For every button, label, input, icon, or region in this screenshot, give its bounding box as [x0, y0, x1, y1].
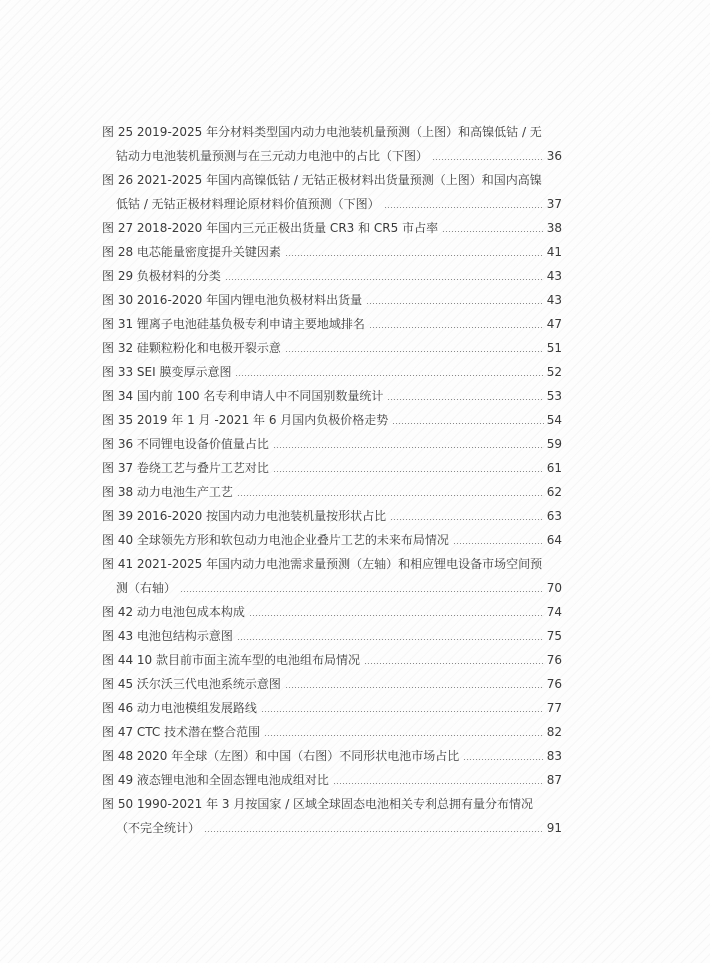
toc-entry-page-number: 51: [546, 341, 562, 355]
toc-entry[interactable]: [102, 480, 562, 504]
toc-entry[interactable]: [102, 600, 562, 624]
toc-entry-page-number: 54: [546, 413, 562, 427]
toc-entry-page-number: 74: [546, 605, 562, 619]
dot-leader: [264, 735, 544, 736]
toc-entry-page-number: 77: [546, 701, 562, 715]
toc-entry-page-number: 76: [546, 653, 562, 667]
toc-entry-page-number: 47: [546, 317, 562, 331]
toc-entry-page-number: 91: [546, 821, 562, 835]
toc-entry[interactable]: [102, 792, 562, 840]
toc-entry-label: 图 39 2016-2020 按国内动力电池装机量按形状占比: [102, 509, 387, 523]
dot-leader: [249, 615, 544, 616]
toc-entry[interactable]: [102, 120, 562, 168]
toc-entry-label: 图 31 锂离子电池硅基负极专利申请主要地域排名: [102, 317, 365, 331]
toc-entry-label: 图 41 2021-2025 年国内动力电池需求量预测（左轴）和相应锂电设备市场空间预: [102, 557, 543, 571]
toc-entry-label: 图 50 1990-2021 年 3 月按国家 / 区域全球固态电池相关专利总拥有量分布情况: [102, 797, 534, 811]
dot-leader: [273, 471, 544, 472]
dot-leader: [180, 591, 544, 592]
toc-entry-page-number: 63: [546, 509, 562, 523]
dot-leader: [453, 543, 544, 544]
dot-leader: [364, 663, 544, 664]
toc-entry[interactable]: [102, 168, 562, 216]
dot-leader: [463, 759, 543, 760]
toc-entry[interactable]: [102, 336, 562, 360]
dot-leader: [273, 447, 544, 448]
toc-entry-page-number: 59: [546, 437, 562, 451]
toc-entry-label: 图 45 沃尔沃三代电池系统示意图: [102, 677, 281, 691]
toc-entry-label: 钴动力电池装机量预测与在三元动力电池中的占比（下图）: [116, 149, 429, 163]
dot-leader: [285, 687, 544, 688]
toc-entry[interactable]: [102, 432, 562, 456]
toc-entry-label: 图 44 10 款目前市面主流车型的电池组布局情况: [102, 653, 360, 667]
dot-leader: [285, 255, 544, 256]
toc-entry-page-number: 61: [546, 461, 562, 475]
toc-entry-page-number: 64: [546, 533, 562, 547]
toc-entry-label: 图 30 2016-2020 年国内锂电池负极材料出货量: [102, 293, 363, 307]
toc-entry[interactable]: [102, 288, 562, 312]
toc-entry-label: 图 42 动力电池包成本构成: [102, 605, 245, 619]
toc-entry-label: 图 36 不同锂电设备价值量占比: [102, 437, 269, 451]
toc-entry-label: 图 34 国内前 100 名专利申请人中不同国别数量统计: [102, 389, 384, 403]
toc-entry[interactable]: [102, 744, 562, 768]
toc-entry[interactable]: [102, 216, 562, 240]
toc-entry-page-number: 70: [546, 581, 562, 595]
dot-leader: [442, 231, 544, 232]
toc-entry-label: 图 47 CTC 技术潜在整合范围: [102, 725, 261, 739]
toc-entry[interactable]: [102, 456, 562, 480]
dot-leader: [387, 399, 543, 400]
toc-entry[interactable]: [102, 768, 562, 792]
toc-entry-page-number: 87: [546, 773, 562, 787]
toc-entry[interactable]: [102, 672, 562, 696]
toc-entry-label: 图 32 硅颗粒粉化和电极开裂示意: [102, 341, 281, 355]
toc-entry-label: 图 46 动力电池模组发展路线: [102, 701, 257, 715]
toc-entry[interactable]: [102, 504, 562, 528]
toc-entry[interactable]: [102, 312, 562, 336]
toc-entry-label: 图 25 2019-2025 年分材料类型国内动力电池装机量预测（上图）和高镍低钴 / 无: [102, 125, 542, 139]
toc-entry-page-number: 43: [546, 293, 562, 307]
dot-leader: [237, 495, 544, 496]
toc-entry-label: 图 43 电池包结构示意图: [102, 629, 233, 643]
toc-entry-label: （不完全统计）: [116, 821, 201, 835]
toc-entry-label: 图 33 SEI 膜变厚示意图: [102, 365, 232, 379]
dot-leader: [225, 279, 544, 280]
toc-entry-page-number: 82: [546, 725, 562, 739]
dot-leader: [366, 303, 544, 304]
toc-entry-page-number: 62: [546, 485, 562, 499]
toc-entry[interactable]: [102, 384, 562, 408]
toc-entry-label: 图 48 2020 年全球（左图）和中国（右图）不同形状电池市场占比: [102, 749, 460, 763]
dot-leader: [285, 351, 544, 352]
toc-entry-label: 测（右轴）: [116, 581, 177, 595]
toc-entry-label: 图 38 动力电池生产工艺: [102, 485, 233, 499]
toc-entry-label: 图 29 负极材料的分类: [102, 269, 221, 283]
toc-entry[interactable]: [102, 264, 562, 288]
figure-list: [102, 120, 562, 840]
toc-entry-label: 图 35 2019 年 1 月 -2021 年 6 月国内负极价格走势: [102, 413, 389, 427]
dot-leader: [392, 423, 543, 424]
toc-entry-page-number: 43: [546, 269, 562, 283]
dot-leader: [261, 711, 544, 712]
toc-entry-label: 低钴 / 无钴正极材料理论原材料价值预测（下图）: [116, 197, 380, 211]
toc-entry-label: 图 28 电芯能量密度提升关键因素: [102, 245, 281, 259]
toc-entry-page-number: 36: [546, 149, 562, 163]
toc-entry[interactable]: [102, 648, 562, 672]
toc-entry-label: 图 49 液态锂电池和全固态锂电池成组对比: [102, 773, 329, 787]
toc-entry-page-number: 41: [546, 245, 562, 259]
toc-entry-page-number: 75: [546, 629, 562, 643]
dot-leader: [390, 519, 544, 520]
toc-entry[interactable]: [102, 624, 562, 648]
dot-leader: [333, 783, 544, 784]
dot-leader: [237, 639, 544, 640]
toc-entry[interactable]: [102, 360, 562, 384]
toc-entry[interactable]: [102, 696, 562, 720]
toc-entry-page-number: 38: [546, 221, 562, 235]
toc-entry-page-number: 52: [546, 365, 562, 379]
dot-leader: [432, 159, 544, 160]
toc-entry[interactable]: [102, 240, 562, 264]
toc-entry[interactable]: [102, 408, 562, 432]
toc-entry[interactable]: [102, 552, 562, 600]
toc-entry-label: 图 40 全球领先方形和软包动力电池企业叠片工艺的未来布局情况: [102, 533, 449, 547]
dot-leader: [369, 327, 544, 328]
toc-entry-label: 图 27 2018-2020 年国内三元正极出货量 CR3 和 CR5 市占率: [102, 221, 439, 235]
toc-entry-page-number: 76: [546, 677, 562, 691]
dot-leader: [384, 207, 544, 208]
toc-entry-page-number: 83: [546, 749, 562, 763]
toc-entry[interactable]: [102, 720, 562, 744]
toc-entry-page-number: 37: [546, 197, 562, 211]
toc-entry-page-number: 53: [546, 389, 562, 403]
toc-entry-label: 图 37 卷绕工艺与叠片工艺对比: [102, 461, 269, 475]
dot-leader: [235, 375, 543, 376]
dot-leader: [204, 831, 544, 832]
toc-entry-label: 图 26 2021-2025 年国内高镍低钴 / 无钴正极材料出货量预测（上图）和国内高镍: [102, 173, 542, 187]
toc-entry[interactable]: [102, 528, 562, 552]
